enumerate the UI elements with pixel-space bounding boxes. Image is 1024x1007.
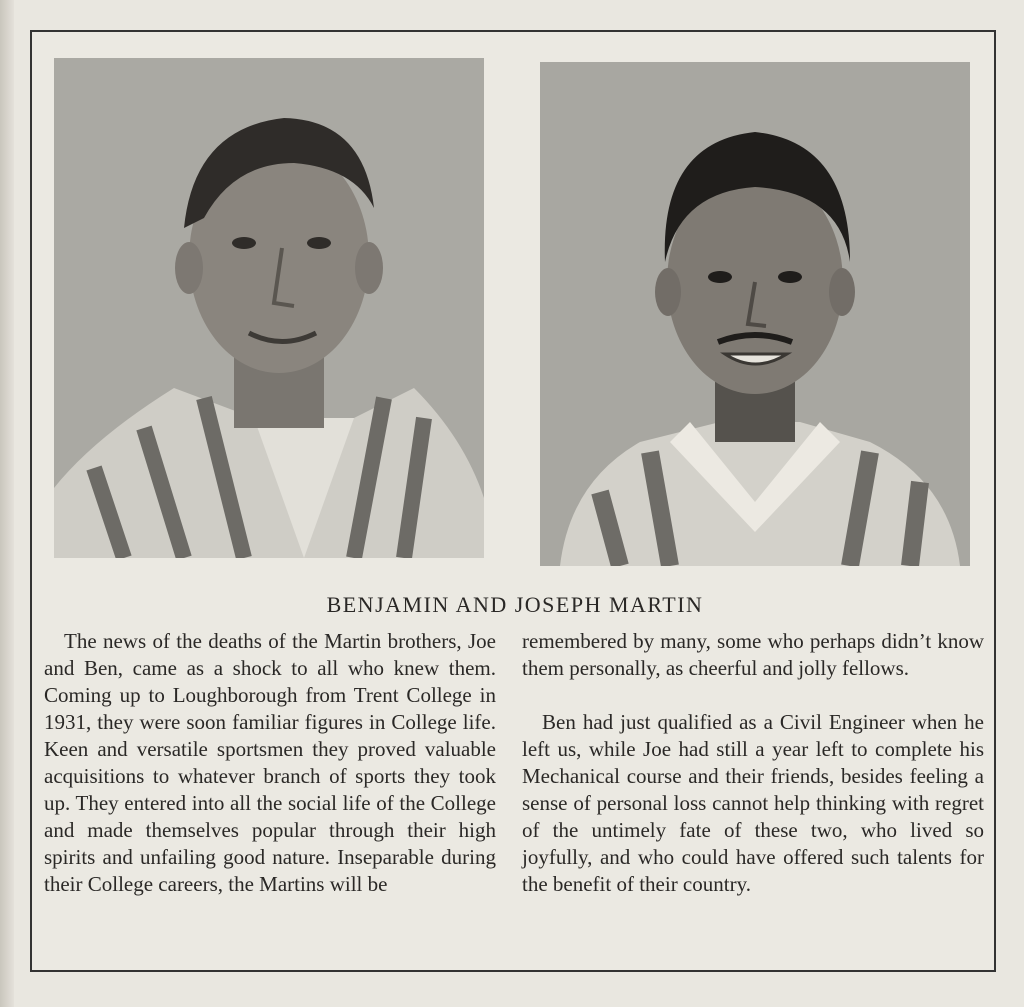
article-headline: BENJAMIN AND JOSEPH MARTIN bbox=[326, 592, 704, 617]
paragraph: remembered by many, some who perhaps didn’t know them personally, as cheerful and jolly fellows. bbox=[522, 629, 984, 680]
text-column-right bbox=[522, 628, 984, 898]
page-edge bbox=[0, 0, 14, 1007]
text-column-left bbox=[44, 628, 496, 898]
portrait-left-image bbox=[54, 58, 484, 558]
portrait-photo-right bbox=[540, 62, 970, 566]
paragraph: The news of the deaths of the Martin brothers, Joe and Ben, came as a shock to all who knew them. Coming up to Loughborough from Trent College in 1931, they were soon familiar figures in College life. Keen and versatile sportsmen they proved valuable acquisitions to whatever branch of sports they took up. They entered into all the social life of the College and made themselves popular through their high spirits and unfailing good nature. Inseparable during their College careers, the Martins will be bbox=[44, 629, 496, 896]
article-frame bbox=[30, 30, 996, 972]
paragraph: Ben had just qualified as a Civil Engineer when he left us, while Joe had still a year left to complete his Mechanical course and their friends, besides feeling a sense of personal loss cannot help thinking with regret of the untimely fate of these two, who lived so joyfully, and who could have offered such talents for the benefit of their country. bbox=[522, 710, 984, 896]
portrait-right-image bbox=[540, 62, 970, 566]
portrait-photo-left bbox=[54, 58, 484, 558]
